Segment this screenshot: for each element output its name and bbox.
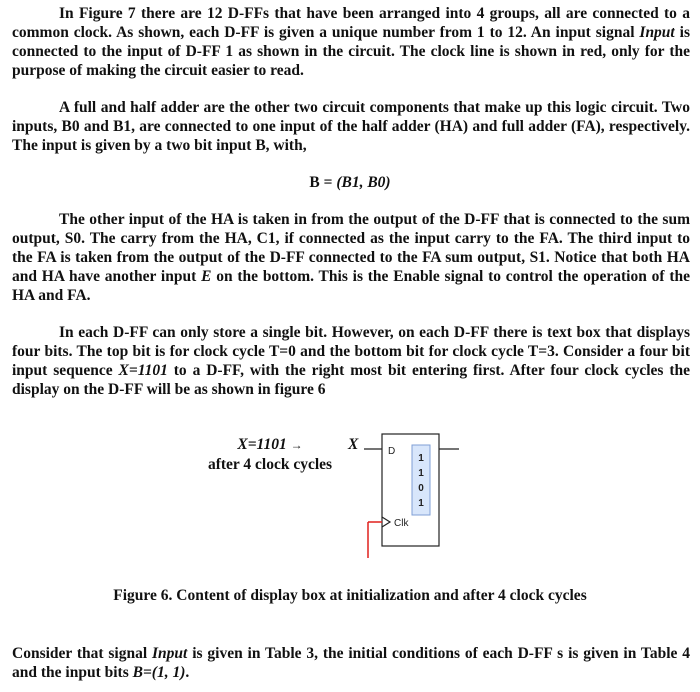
equation-b: B = (B1, B0) xyxy=(309,174,391,191)
arrow-icon: → xyxy=(290,438,303,452)
enable-term: E xyxy=(201,268,212,285)
input-signal-term: Input xyxy=(639,24,675,41)
input-signal-term-2: Input xyxy=(152,645,188,662)
bit-t0: 1 xyxy=(418,453,424,464)
d-pin-label: D xyxy=(388,446,396,457)
paragraph-tables: Consider that signal Input is given in Table 3, the initial conditions of each D-FF s is given in Table 4 and the input bits B=(1, 1). xyxy=(12,645,690,681)
paragraph-ha-fa-inputs: The other input of the HA is taken in from the output of the D-FF that is connected to the sum output, S0. The carry from the HA, C1, if connected as the input carry to the FA. The third input to the FA is taken from the output of the D-FF connected to the FA sum output, S1. Notice that both HA and HA have another input E on the bottom. This is the Enable signal to control the operation of the HA and FA. xyxy=(12,211,690,304)
bit-t3: 1 xyxy=(418,498,424,509)
input-x-label: X xyxy=(348,436,359,453)
bit-t1: 1 xyxy=(418,468,424,479)
b-value-term: B=(1, 1) xyxy=(132,664,186,681)
clk-pin-label: Clk xyxy=(394,518,409,529)
sequence-label: X=1101 → xyxy=(237,436,303,453)
sequence-term: X=1101 xyxy=(118,362,168,379)
paragraph-dff-display: In each D-FF can only store a single bit. However, on each D-FF there is text box that displays four bits. The top bit is for clock cycle T=0 and the bottom bit for clock cycle T=3. Consider a four bit input sequence X=1101 to a D-FF, with the right most bit entering first. After four clock cycles the display on the D-FF will be as shown in figure 6 xyxy=(12,324,690,398)
bit-t2: 0 xyxy=(418,483,424,494)
figure-caption: Figure 6. Content of display box at initialization and after 4 clock cycles xyxy=(113,587,587,604)
paragraph-adders: A full and half adder are the other two circuit components that make up this logic circuit. Two inputs, B0 and B1, are connected to one input of the half adder (HA) and full adder (FA), respectively. The input is given by a two bit input B, with, xyxy=(12,99,690,154)
paragraph-figure7-intro: In Figure 7 there are 12 D-FFs that have been arranged into 4 groups, all are connected to a common clock. As shown, each D-FF is given a unique number from 1 to 12. An input signal Input is connected to the input of D-FF 1 as shown in the circuit. The clock line is shown in red, only for the purpose of making the circuit easier to read. xyxy=(12,5,690,79)
after-cycles-label: after 4 clock cycles xyxy=(207,456,333,473)
dff-circuit-diagram xyxy=(350,430,470,562)
